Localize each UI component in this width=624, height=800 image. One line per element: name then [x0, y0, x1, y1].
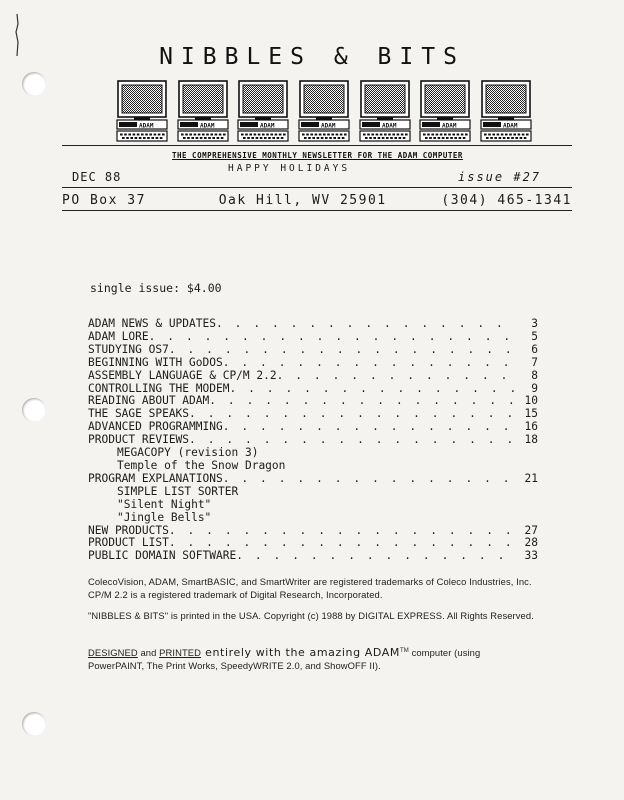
toc-entry: [88, 318, 538, 331]
credit-printed: PRINTED: [159, 647, 201, 659]
adam-label: ADAM: [381, 122, 397, 130]
toc-entry-title: NEW PRODUCTS: [88, 524, 169, 537]
po-box: PO Box 37: [62, 193, 146, 208]
toc-entry: [88, 550, 538, 563]
adam-label: ADAM: [260, 122, 275, 130]
holiday-greeting: HAPPY HOLIDAYS: [228, 163, 351, 174]
toc-entry-page: 7: [531, 356, 538, 369]
toc-leader-dots: [223, 473, 516, 486]
toc-entry-page: 27: [524, 524, 538, 537]
adam-computer-icon: [359, 80, 411, 142]
toc-entry: [88, 357, 538, 370]
toc-entry: [88, 331, 538, 344]
toc-entry: [88, 421, 538, 434]
toc-leader-dots: [169, 344, 516, 357]
toc-entry-title: READING ABOUT ADAM: [88, 395, 210, 408]
toc-entry-page: 16: [524, 421, 538, 434]
toc-entry: [88, 537, 538, 550]
credit-end: computer (using PowerPAINT, The Print Works, SpeedyWRITE 2.0, and ShowOFF II).: [88, 647, 481, 671]
address-line: [62, 193, 572, 208]
address-rule-top: [62, 187, 572, 188]
toc-subentry: "Silent Night": [117, 497, 212, 511]
adam-label: ADAM: [442, 122, 457, 130]
trademark-notice: ColecoVision, ADAM, SmartBASIC, and SmartWriter are registered trademarks of Coleco Industries, Inc. CP/M 2.2 is a registered trademark of Digital Research, Incorporated.: [88, 576, 532, 600]
phone-number: (304) 465-1341: [441, 193, 572, 208]
city-state-zip: Oak Hill, WV 25901: [218, 193, 387, 208]
single-issue-price: single issue: $4.00: [90, 281, 222, 295]
credit-and: and: [137, 647, 160, 659]
adam-computer-row: [116, 80, 532, 144]
toc-leader-dots: [223, 357, 516, 370]
toc-leader-dots: [169, 525, 516, 538]
copyright-notice: "NIBBLES & BITS" is printed in the USA. Copyright (c) 1988 by DIGITAL EXPRESS. All Rights Reserved.: [88, 610, 534, 621]
adam-label: ADAM: [320, 122, 336, 130]
toc-entry-page: 10: [524, 395, 538, 408]
toc-leader-dots: [189, 408, 516, 421]
adam-computer-icon: [237, 80, 289, 142]
toc-entry-title: ADAM LORE: [88, 330, 149, 343]
toc-entry-page: 18: [524, 434, 538, 447]
toc-entry-page: 21: [524, 472, 538, 485]
toc-entry: [88, 525, 538, 538]
newsletter-tagline: THE COMPREHENSIVE MONTHLY NEWSLETTER FOR THE ADAM COMPUTER: [172, 151, 463, 160]
toc-entry-title: STUDYING OS7: [88, 343, 169, 356]
toc-subentry: SIMPLE LIST SORTER: [117, 484, 239, 498]
toc-leader-dots: [149, 331, 516, 344]
toc-entry-title: PUBLIC DOMAIN SOFTWARE: [88, 550, 237, 563]
credit-trademark: TM: [400, 648, 409, 654]
toc-entry-title: PROGRAM EXPLANATIONS: [88, 472, 223, 485]
toc-entry-title: PRODUCT LIST: [88, 537, 169, 550]
toc-subentry: Temple of the Snow Dragon: [117, 458, 286, 472]
adam-label: ADAM: [199, 122, 215, 130]
adam-label: ADAM: [502, 122, 518, 130]
address-rule-bottom: [62, 210, 572, 211]
toc-entry-page: 33: [524, 550, 538, 563]
toc-subentry: MEGACOPY (revision 3): [117, 446, 259, 460]
toc-leader-dots: [216, 318, 516, 331]
toc-entry-title: ADVANCED PROGRAMMING: [88, 421, 223, 434]
toc-leader-dots: [223, 421, 516, 434]
toc-entry: [88, 383, 538, 396]
credit-middle: entirely with the amazing ADAM: [201, 646, 400, 660]
toc-entry-title: THE SAGE SPEAKS: [88, 408, 190, 421]
adam-computer-icon: [116, 80, 168, 142]
toc-leader-dots: [229, 383, 516, 396]
toc-entry-page: 28: [524, 537, 538, 550]
adam-computer-icon: [177, 80, 229, 142]
adam-computer-icon: [298, 80, 350, 142]
toc-entry-page: 8: [531, 369, 538, 382]
toc-entry: [88, 395, 538, 408]
toc-entry: [88, 473, 538, 486]
toc-entry-page: 15: [524, 408, 538, 421]
toc-entry-page: 6: [531, 343, 538, 356]
table-of-contents: [88, 318, 538, 563]
newsletter-title: NIBBLES & BITS: [159, 44, 465, 70]
toc-subentry: "Jingle Bells": [117, 510, 212, 524]
adam-computer-icon: [480, 80, 532, 142]
credit-designed: DESIGNED: [88, 647, 138, 659]
adam-label: ADAM: [139, 122, 154, 130]
toc-entry: [88, 344, 538, 357]
toc-leader-dots: [169, 537, 516, 550]
production-credit: [88, 645, 538, 673]
toc-entry-title: CONTROLLING THE MODEM: [88, 382, 230, 395]
issue-number: issue #27: [458, 170, 542, 184]
toc-leader-dots: [236, 550, 516, 563]
toc-entry: [88, 408, 538, 421]
toc-leader-dots: [209, 395, 516, 408]
masthead-rule: [62, 145, 572, 146]
toc-entry-title: PRODUCT REVIEWS: [88, 434, 190, 447]
toc-entry-title: BEGINNING WITH GoDOS: [88, 356, 223, 369]
toc-entry: [88, 370, 538, 383]
adam-computer-icon: [419, 80, 471, 142]
binder-hole-bottom: [22, 712, 46, 736]
toc-leader-dots: [277, 370, 516, 383]
toc-entry-page: 3: [531, 318, 538, 330]
binder-hole-top: [22, 72, 46, 96]
toc-entry-page: 9: [531, 382, 538, 395]
toc-entry-title: ADAM NEWS & UPDATES: [88, 318, 216, 330]
binder-hole-middle: [22, 398, 46, 422]
toc-entry-title: ASSEMBLY LANGUAGE & CP/M 2.2: [88, 369, 277, 382]
issue-date: DEC 88: [72, 170, 122, 184]
toc-entry-page: 5: [531, 330, 538, 343]
